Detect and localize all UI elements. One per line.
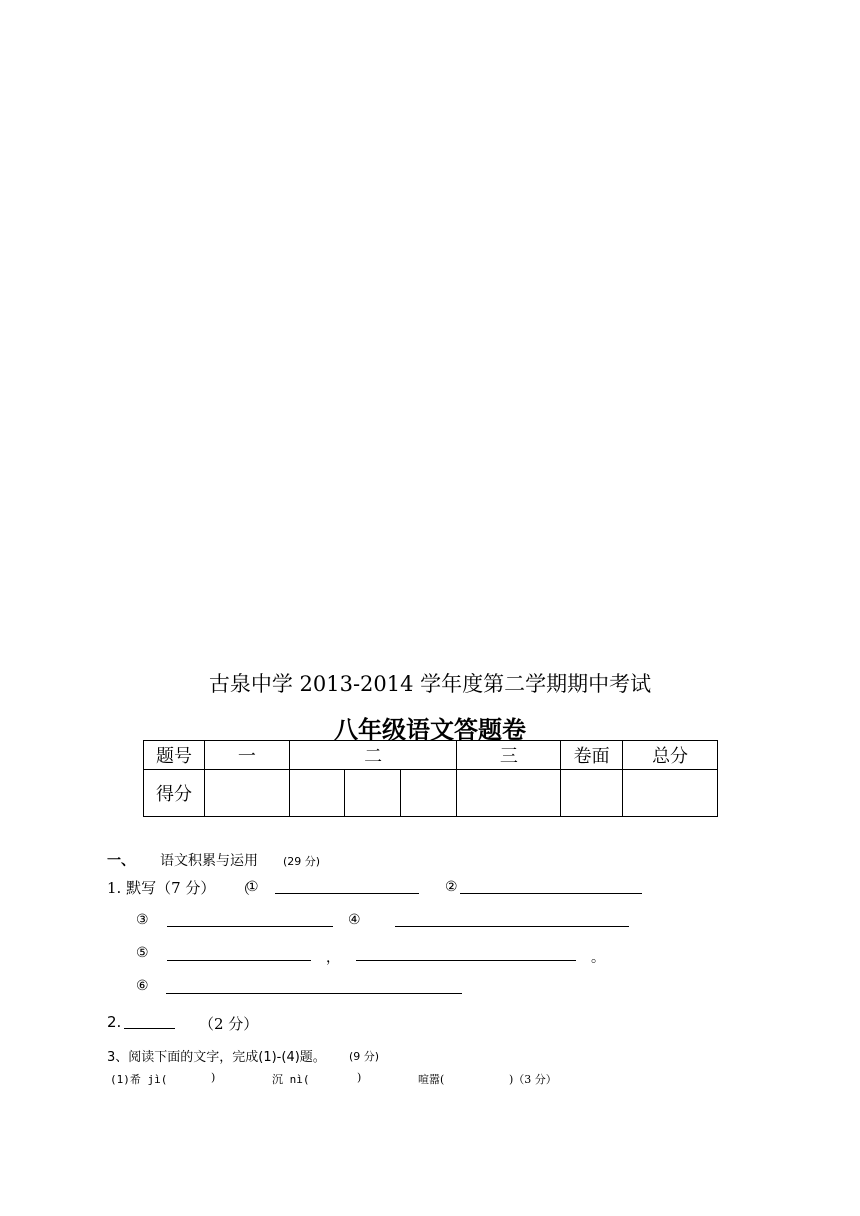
- q1-marker-1: ①: [246, 879, 259, 895]
- q1-marker-2: ②: [445, 879, 458, 895]
- score-cell-neatness[interactable]: [561, 770, 623, 817]
- q1-marker-5: ⑤: [136, 945, 149, 961]
- q2-blank[interactable]: [124, 1028, 175, 1029]
- header-cell-question-number: 题号: [144, 741, 205, 770]
- q2-points: （2 分）: [199, 1015, 259, 1033]
- q1-period: 。: [591, 950, 605, 966]
- q1-blank-1[interactable]: [275, 893, 419, 894]
- exam-title: 古泉中学 2013-2014 学年度第二学期期中考试: [208, 672, 652, 696]
- score-cell-total[interactable]: [623, 770, 718, 817]
- q1-label: 1. 默写（7 分）: [107, 879, 216, 897]
- q3-sub1-item-a: (1)希 jì(: [110, 1073, 168, 1086]
- q1-blank-6[interactable]: [166, 993, 462, 994]
- score-cell-part-2c[interactable]: [400, 770, 457, 817]
- score-table-score-row: [144, 770, 718, 817]
- q1-marker-6: ⑥: [136, 978, 149, 994]
- header-cell-neatness: 卷面: [561, 741, 623, 770]
- header-cell-part-3: 三: [457, 741, 561, 770]
- score-cell-part-2a[interactable]: [289, 770, 344, 817]
- answer-sheet-title: 八年级语文答题卷: [334, 716, 526, 744]
- score-table-header-row: [144, 741, 718, 770]
- q3-sub1-item-c: 喧嚣(: [418, 1073, 445, 1086]
- q1-open-paren: （: [236, 882, 250, 898]
- q1-marker-4: ④: [348, 912, 361, 928]
- q3-sub1-item-b: 沉 nì(: [272, 1073, 310, 1086]
- q3-sub1-item-a-close: ): [211, 1071, 216, 1084]
- header-cell-part-2: 二: [289, 741, 457, 770]
- score-cell-part-1[interactable]: [204, 770, 289, 817]
- q3-points: (9 分): [349, 1050, 380, 1063]
- score-cell-part-2b[interactable]: [344, 770, 400, 817]
- q1-blank-5b[interactable]: [356, 960, 576, 961]
- q1-blank-3[interactable]: [167, 926, 333, 927]
- section1-points: (29 分): [283, 855, 321, 868]
- score-cell-part-3[interactable]: [457, 770, 561, 817]
- q1-blank-5a[interactable]: [167, 960, 311, 961]
- score-table: [143, 740, 718, 817]
- q2-label: 2.: [107, 1013, 122, 1031]
- q1-marker-3: ③: [136, 912, 149, 928]
- q1-blank-2[interactable]: [460, 893, 642, 894]
- q1-blank-4[interactable]: [395, 926, 629, 927]
- score-label-cell: 得分: [144, 770, 205, 817]
- header-cell-total: 总分: [623, 741, 718, 770]
- header-cell-part-1: 一: [204, 741, 289, 770]
- q1-comma: ，: [326, 950, 340, 966]
- q3-sub1-item-c-close: )（3 分）: [509, 1073, 557, 1086]
- section1-title: 语文积累与运用: [160, 853, 258, 869]
- q3-sub1-item-b-close: ): [357, 1071, 362, 1084]
- section1-number: 一、: [107, 853, 135, 869]
- q3-label: 3、阅读下面的文字，完成(1)-(4)题。: [107, 1050, 326, 1065]
